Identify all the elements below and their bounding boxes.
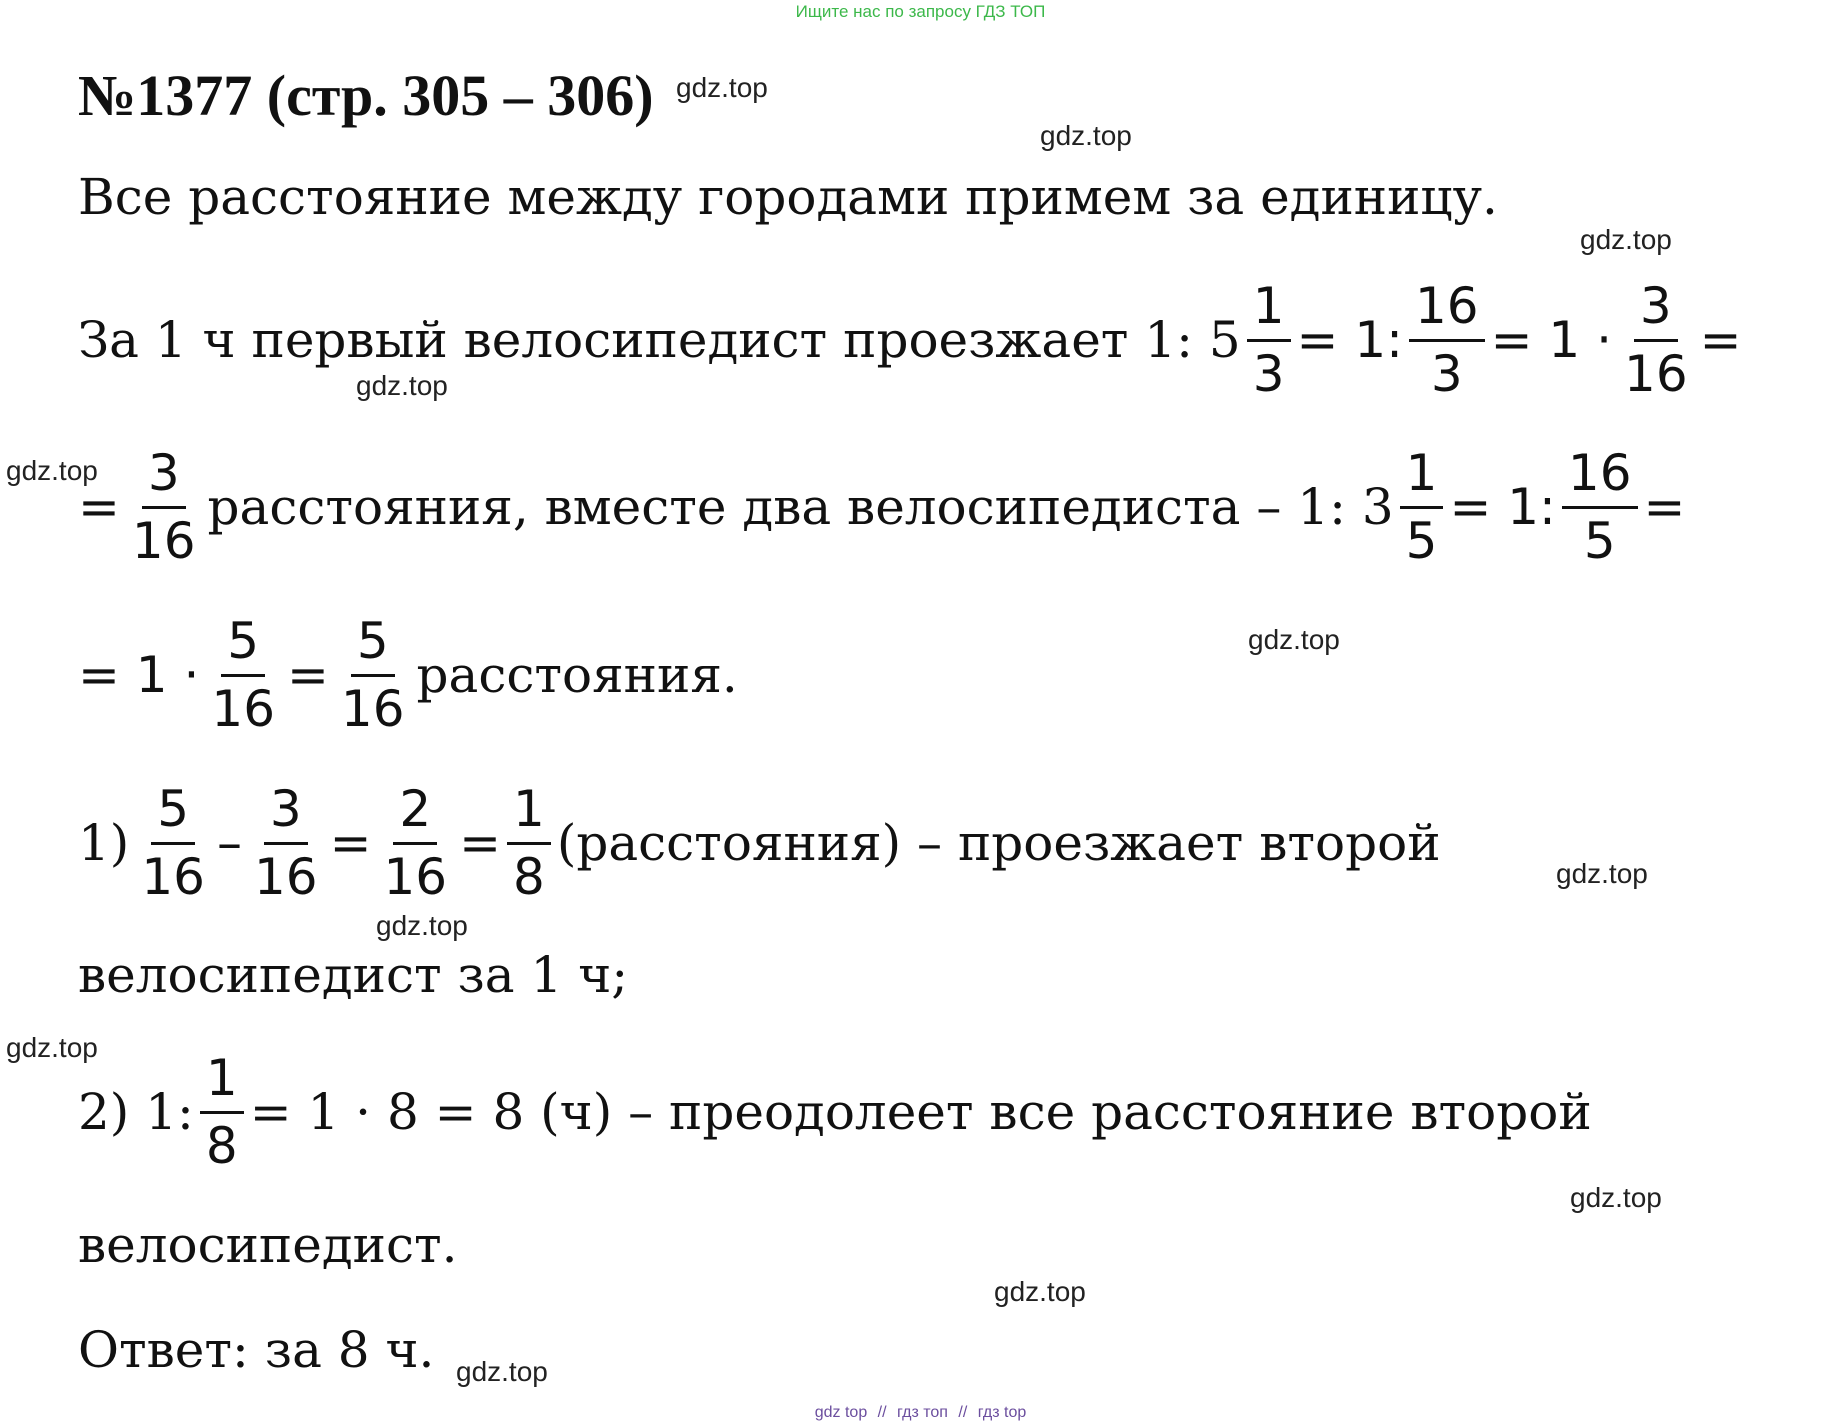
eq2-fraction-1: $\frac{3}{16}$ (131, 444, 196, 570)
step1-fraction-1: $\frac{5}{16}$ (141, 780, 205, 906)
step-2-continuation: велосипедист. (78, 1216, 458, 1274)
footer-links (0, 1404, 1841, 1422)
step1-fraction-4: $\frac{1}{8}$ (507, 783, 551, 903)
equation-line-3 (78, 610, 738, 740)
task-heading: №1377 (стр. 305 – 306) (78, 63, 654, 128)
eq2-op-1: = (78, 478, 120, 536)
watermark: gdz.top (1556, 858, 1648, 889)
watermark: gdz.top (1580, 224, 1672, 255)
eq3-fraction-2: $\frac{5}{16}$ (340, 612, 405, 738)
eq3-op-2: = (287, 646, 329, 704)
step1-label: 1) (78, 814, 130, 872)
footer-link-1[interactable]: gdz top (814, 1404, 868, 1421)
watermark: gdz.top (1248, 624, 1340, 655)
eq1-op-4: = (1699, 311, 1742, 369)
equation-line-2 (78, 442, 1685, 572)
watermark: gdz.top (456, 1356, 548, 1387)
footer-link-3[interactable]: гдз top (977, 1404, 1027, 1421)
watermark: gdz.top (356, 370, 448, 401)
eq2-op-4: = (1643, 478, 1686, 536)
eq1-op-2: = 1: (1296, 311, 1403, 369)
step2-label: 2) 1: (78, 1083, 194, 1141)
eq3-op-1: = 1 · (78, 646, 200, 704)
eq1-text: За 1 ч первый велосипедист проезжает 1: 5 (78, 311, 1241, 369)
eq2-op-3: = 1: (1449, 478, 1556, 536)
intro-line: Все расстояние между городами примем за единицу. (78, 168, 1498, 226)
step1-fraction-2: $\frac{3}{16}$ (253, 780, 318, 906)
watermark: gdz.top (376, 910, 468, 941)
equation-line-1 (78, 275, 1742, 405)
step-2-line (78, 1047, 1592, 1177)
step1-text: (расстояния) – проезжает второй (556, 814, 1441, 872)
eq2-fraction-2: $\frac{1}{5}$ (1400, 447, 1444, 567)
eq3-fraction-1: $\frac{5}{16}$ (211, 612, 276, 738)
watermark: gdz.top (994, 1276, 1086, 1307)
step-1-line (78, 778, 1441, 908)
step1-op-2: – (216, 814, 242, 872)
step-1-continuation: велосипедист за 1 ч; (78, 946, 629, 1004)
step1-op-4: = (459, 814, 502, 872)
footer-separator: // (877, 1404, 887, 1421)
watermark: gdz.top (6, 1032, 98, 1063)
step1-fraction-3: $\frac{2}{16}$ (383, 780, 448, 906)
answer-line: Ответ: за 8 ч. (78, 1321, 435, 1379)
search-banner: Ищите нас по запросу ГДЗ ТОП (795, 2, 1046, 21)
eq2-fraction-3: $\frac{16}{5}$ (1562, 447, 1638, 567)
watermark: gdz.top (1040, 120, 1132, 151)
eq1-fraction-3: $\frac{3}{16}$ (1624, 277, 1688, 403)
eq3-text: расстояния. (416, 646, 738, 704)
step2-fraction-1: $\frac{1}{8}$ (200, 1052, 244, 1172)
step2-text: = 1 · 8 = 8 (ч) – преодолеет все расстояние второй (249, 1083, 1592, 1141)
eq1-fraction-2: $\frac{16}{3}$ (1409, 280, 1485, 400)
eq1-op-3: = 1 · (1490, 311, 1613, 369)
watermark: gdz.top (676, 72, 768, 103)
eq2-text: расстояния, вместе два велосипедиста – 1: 3 (207, 478, 1394, 536)
footer-link-2[interactable]: гдз топ (897, 1404, 948, 1421)
step1-op-3: = (329, 814, 372, 872)
eq1-fraction-1: $\frac{1}{3}$ (1247, 280, 1291, 400)
footer-separator: // (958, 1404, 968, 1421)
watermark: gdz.top (1570, 1182, 1662, 1213)
watermark: gdz.top (6, 455, 98, 486)
